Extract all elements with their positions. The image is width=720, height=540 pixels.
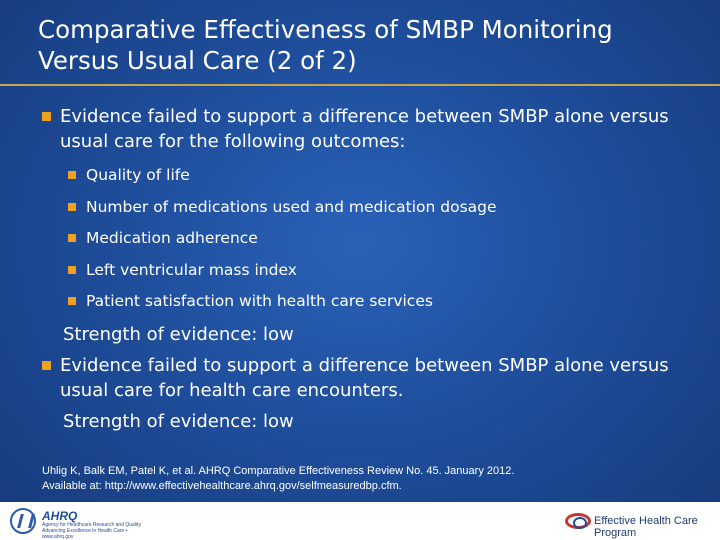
bullet-item-1 xyxy=(38,104,698,154)
square-bullet-icon xyxy=(68,266,76,274)
bullet-text-2: Evidence failed to support a difference between SMBP alone versus usual care for health care encounters. xyxy=(60,354,669,401)
effective-health-care-swirl-icon xyxy=(565,513,591,529)
hhs-eagle-logo-icon xyxy=(10,508,36,534)
bullet-text-1: Evidence failed to support a difference between SMBP alone versus usual care for the following outcomes: xyxy=(60,106,669,152)
sub-bullet-text: Patient satisfaction with health care services xyxy=(86,292,433,310)
square-bullet-icon xyxy=(68,234,76,242)
sub-bullet-lv-mass-index xyxy=(38,259,698,281)
slide-title: Comparative Effectiveness of SMBP Monitoring Versus Usual Care (2 of 2) xyxy=(38,15,613,75)
sub-bullet-medications xyxy=(38,196,698,218)
citation xyxy=(42,464,682,494)
ahrq-tagline: Agency for Healthcare Research and Quality xyxy=(42,522,141,528)
citation-line-2: Available at: http://www.effectivehealthcare.ahrq.gov/selfmeasuredbp.cfm. xyxy=(42,480,402,492)
sub-bullet-quality-of-life xyxy=(38,164,698,186)
square-bullet-icon xyxy=(68,171,76,179)
sub-bullet-text: Medication adherence xyxy=(86,229,258,247)
ahrq-logo-text: AHRQ xyxy=(42,509,78,523)
square-bullet-icon xyxy=(68,203,76,211)
sub-bullet-text: Left ventricular mass index xyxy=(86,260,297,279)
bullet-item-2 xyxy=(38,353,698,403)
square-bullet-icon xyxy=(68,297,76,305)
sub-bullet-patient-satisfaction xyxy=(38,290,698,312)
square-bullet-icon xyxy=(42,361,51,370)
sub-bullet-text: Quality of life xyxy=(86,166,190,184)
sub-bullet-text: Number of medications used and medication dosage xyxy=(86,197,497,216)
ahrq-tagline-2: Advancing Excellence in Health Care • www.ahrq.gov xyxy=(42,528,128,540)
sub-bullet-adherence xyxy=(38,227,698,249)
footer-bar xyxy=(0,502,720,540)
title-divider xyxy=(0,84,720,86)
strength-of-evidence-1: Strength of evidence: low xyxy=(63,323,294,345)
slide-content xyxy=(38,104,698,440)
ahrq-logo xyxy=(42,509,142,540)
program-name: Effective Health Care Program xyxy=(594,515,698,539)
citation-line-1: Uhlig K, Balk EM, Patel K, et al. AHRQ Comparative Effectiveness Review No. 45. January 2012. xyxy=(42,465,515,477)
strength-of-evidence-2: Strength of evidence: low xyxy=(63,410,294,432)
square-bullet-icon xyxy=(42,112,51,121)
